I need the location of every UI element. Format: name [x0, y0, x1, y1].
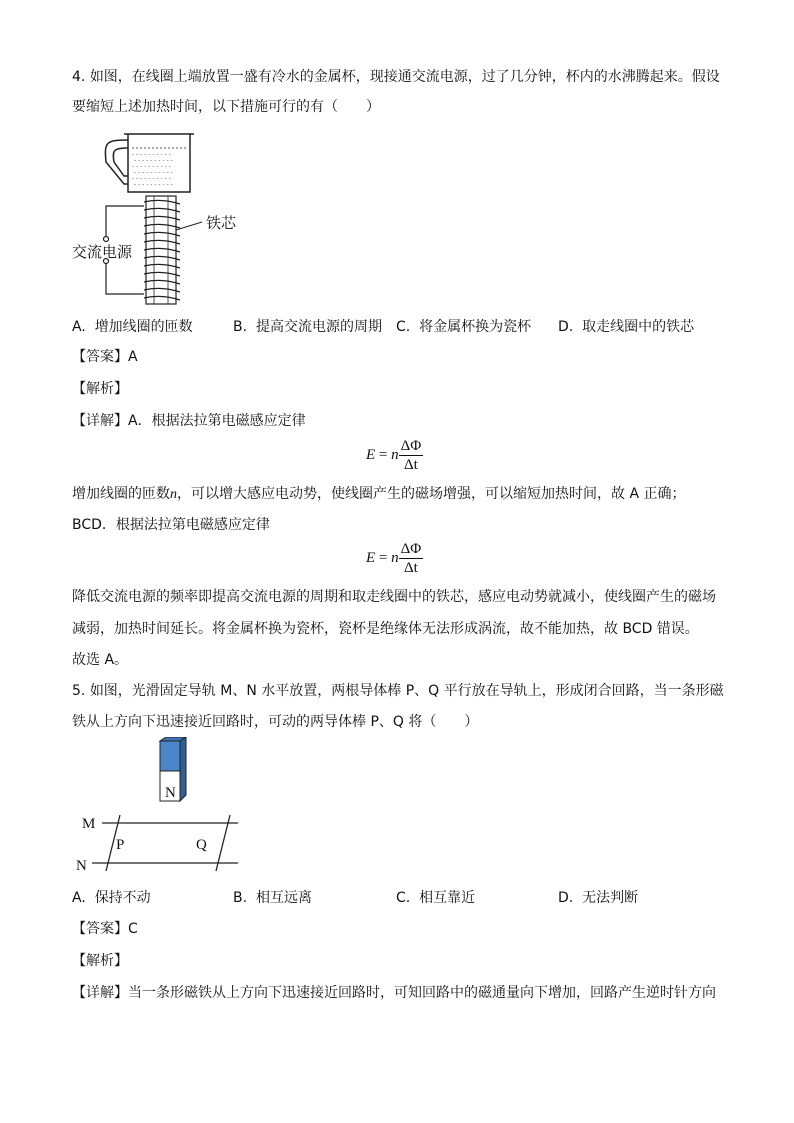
q4-source-label: 交流电源: [72, 243, 133, 261]
q4-option-c: C. 将金属杯换为瓷杯: [396, 319, 532, 335]
q5-detail-line1: 【详解】当一条形磁铁从上方向下迅速接近回路时，可知回路中的磁通量向下增加，回路产生逆时针方向: [72, 985, 716, 1001]
q4-detail-line5: 减弱，加热时间延长。将金属杯换为瓷杯，瓷杯是绝缘体无法形成涡流，故不能加热，故 BCD 错误。: [72, 621, 699, 637]
cold-water: [132, 148, 186, 188]
q5-option-c: C. 相互靠近: [396, 890, 476, 906]
q4-core-label: 铁芯: [206, 214, 237, 232]
q5-rail-m-label: M: [82, 816, 96, 832]
q4-detail-line1: 【详解】A．根据法拉第电磁感应定律: [72, 413, 306, 429]
q5-option-a: A. 保持不动: [72, 890, 151, 906]
q4-analysis-tag: 【解析】: [72, 381, 128, 397]
q4-detail-line3: BCD．根据法拉第电磁感应定律: [72, 517, 270, 533]
q4-answer: 【答案】A: [72, 349, 138, 365]
q4-number: 4.: [72, 69, 86, 85]
q4-conclusion: 故选 A。: [72, 652, 129, 668]
q4-stem-line1: 4. 如图，在线圈上端放置一盛有冷水的金属杯，现接通交流电源，过了几分钟，杯内的水沸腾起来。假设: [72, 69, 720, 85]
q5-rail-n-label: N: [76, 858, 87, 874]
q5-rod-p-label: P: [116, 837, 125, 853]
q5-magnet-pole: N: [165, 785, 176, 801]
q5-answer: 【答案】C: [72, 921, 138, 937]
svg-text:- - - - - - - - - -: - - - - - - - - - -: [134, 181, 173, 188]
q4-option-b: B. 提高交流电源的周期: [233, 319, 382, 335]
q4-stem-line2: 要缩短上述加热时间，以下措施可行的有（ ）: [72, 99, 380, 115]
q5-number: 5.: [72, 683, 86, 699]
q5-rod-q-label: Q: [196, 837, 207, 853]
q4-option-d: D. 取走线圈中的铁芯: [558, 319, 695, 335]
q5-analysis-tag: 【解析】: [72, 953, 128, 969]
q4-option-a: A. 增加线圈的匝数: [72, 319, 193, 335]
svg-text:- - - - - - - - - -: - - - - - - - - - -: [132, 151, 171, 158]
q4-detail-line2: 增加线圈的匝数n，可以增大感应电动势，使线圈产生的磁场增强，可以缩短加热时间，故 A 正确；: [72, 486, 686, 502]
q5-option-d: D. 无法判断: [558, 890, 639, 906]
svg-text:- - - - - - - - - -: - - - - - - - - - -: [134, 169, 173, 176]
q5-option-b: B. 相互远离: [233, 890, 312, 906]
q4-equation-1: E = n $\frac{\Delta\Phi}{\Delta t}$: [366, 438, 422, 473]
svg-text:- - - - - - - - - -: - - - - - - - - - -: [132, 163, 171, 170]
svg-text:- - - - - - - - - -: - - - - - - - - - -: [134, 157, 173, 164]
q5-stem-line1: 5. 如图，光滑固定导轨 M、N 水平放置，两根导体棒 P、Q 平行放在导轨上，形成闭合回路，当一条形磁: [72, 683, 724, 699]
q4-equation-2: E = n $\frac{\Delta\Phi}{\Delta t}$: [366, 541, 422, 576]
svg-text:- - - - - - - - - -: - - - - - - - - - -: [132, 175, 171, 182]
core-leader-line: [176, 222, 202, 230]
q5-stem-line2: 铁从上方向下迅速接近回路时，可动的两导体棒 P、Q 将（ ）: [72, 714, 479, 730]
q4-detail-line4: 降低交流电源的频率即提高交流电源的周期和取走线圈中的铁芯，感应电动势就减小，使线圈产生的磁场: [72, 589, 716, 605]
q5-figure: [74, 737, 254, 882]
